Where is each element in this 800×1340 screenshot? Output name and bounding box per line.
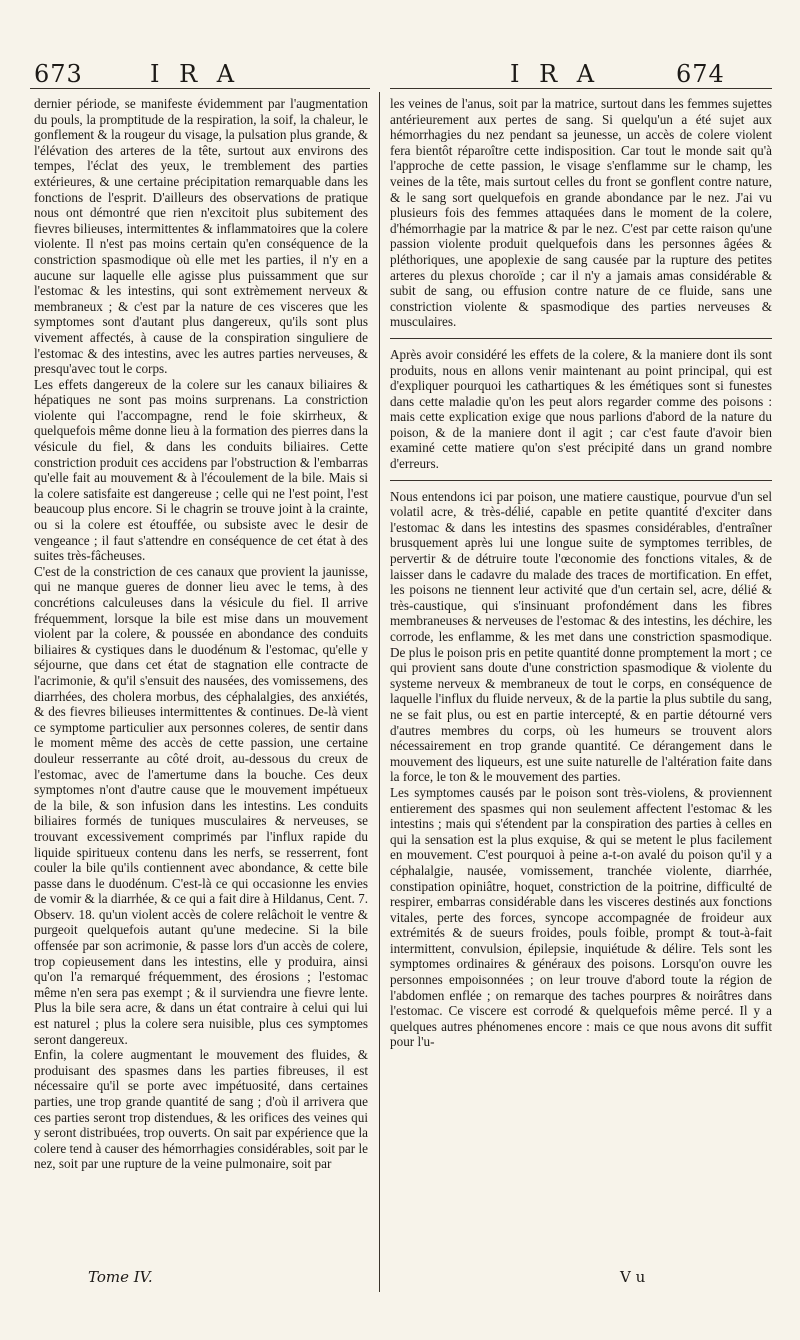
signature-mark: V u [620, 1268, 646, 1286]
paragraph: les veines de l'anus, soit par la matrice, surtout dans les femmes sujettes antérieurement aux pertes de sang. Si quelqu'un a été sujet aux hémorrhagies du nez pendant sa jeunesse, un accès de colere violent fera bientôt réparoître cette indisposition. Car tout le monde sait qu'à l'approche de cette passion, le visage s'enflamme sur le champ, les veines de la tête, mais surtout celles du front se gonflent contre nature, & le sang sort quelquefois en grande abondance par le nez. J'ai vu plusieurs fois des femmes attaquées dans le moment de la colere, d'hémorrhagie par la matrice & par le nez. C'est par cette raison qu'une passion violente produit quelquefois dans les personnes âgées & pléthoriques, une apoplexie de sang causée par la rupture des petites arteres du plexus choroïde ; car il n'y a jamais amas considérable & subit de sang, ou effusion contre nature de ce fluide, sans une constriction violente & spasmodique des parties nerveuses & musculaires. [390, 96, 772, 330]
paragraph: Après avoir considéré les effets de la colere, & la maniere dont ils sont produits, nous en allons venir maintenant au point principal, qui est d'expliquer pourquoi les cathartiques & les émétiques sont si funestes dans cette maladie qu'on les peut alors regarder comme des poisons : mais cette explication exige que nous parlions d'abord de la nature du poison, & de la maniere dont il agit ; car c'est faute d'avoir bien examiné cette matiere qu'on s'est précipité dans un grand nombre d'erreurs. [390, 346, 772, 472]
paragraph: C'est de la constriction de ces canaux que provient la jaunisse, qui ne manque gueres de donner lieu avec le tems, à des concrétions calculeuses dans la vésicule du fiel. Il arrive fréquemment, lorsque la bile est mise dans un mouvement violent par la colere, & poussée en abondance des conduits biliaires & cystiques dans le duodénum & l'estomac, qu'elle y séjourne, que dans cet état de stagnation elle contracte de l'acrimonie, & qu'il s'ensuit des nausées, des vomissemens, des diarrhées, des cholera morbus, des céphalalgies, des anxiétés, & des fievres bilieuses intermittentes & continues. De-là vient ce symptome particulier aux personnes coleres, de sentir dans le moment même des accès de cette passion, une certaine douleur resserrante au côté droit, au-dessous du creux de l'estomac, avec de l'amertume dans la bouche. Ces deux symptomes n'ont d'autre cause que le mouvement impétueux de la bile, & son infusion dans les intestins. Les conduits biliaires formés de tuniques musculaires & nerveuses, se trouvant excessivement comprimés par l'influx rapide du liquide spiritueux contenu dans les nerfs, se resserrent, font couler la bile qu'ils contiennent avec abondance, & cette bile passe dans le duodénum. C'est-là ce qui occasionne les envies de vomir & la diarrhée, & ce qui a fait dire à Hildanus, Cent. 7. Observ. 18. qu'un violent accès de colere relâchoit le ventre & purgeoit quelquefois autant qu'une medecine. Si la bile offensée par son acrimonie, & passe lors d'un accès de colere, trop copieusement dans les intestins, elle y produira, ainsi qu'on l'a remarqué fréquemment, des érosions ; l'estomac même n'en sera pas exempt ; & il surviendra une fievre lente. Plus la bile sera acre, & dans un état contraire à celui qui lui est naturel ; plus la colere sera nuisible, plus ces symptomes seront dangereux. [34, 563, 368, 1047]
running-head-right: I R A [510, 60, 601, 88]
paragraph: dernier période, se manifeste évidemment par l'augmentation du pouls, la promptitude de la respiration, la soif, la chaleur, le gonflement & la rougeur du visage, la pulsation plus grande, & l'élévation des arteres de la tête, surtout aux environs des tempes, l'éclat des yeux, le tremblement des parties extérieures, & une certaine précipitation remarquable dans les fonctions de l'esprit. D'ailleurs des observations de pratique nous ont démontré que rien n'excitoit plus subitement des fievres bilieuses, intermittentes & inflammatoires que la colere violente. Il n'est pas moins certain qu'en conséquence de la constriction spasmodique où elle met les parties, il n'y en a aucune sur laquelle elle agisse plus puissamment que sur l'estomac & les intestins, qui sont extrèmement nerveux & membraneux ; & c'est par la nature de ces visceres que les symptomes sont d'autant plus dangereux, qu'ils sont plus vivement affectés, à cause de la conspiration singuliere de l'estomac & des intestins, avec les autres parties nerveuses, & presqu'avec tout le corps. [34, 96, 368, 377]
running-head-left: I R A [150, 60, 241, 88]
left-column [34, 96, 368, 1172]
section-rule [390, 480, 772, 481]
header-rule-left [30, 88, 370, 89]
right-column [390, 96, 772, 1050]
column-divider [379, 92, 380, 1292]
paragraph: Les symptomes causés par le poison sont très-violens, & proviennent entierement des spasmes qui non seulement affectent l'estomac & les intestins ; mais qui s'étendent par la conspiration des parties à celles en qui la sensation est la plus exquise, & qui se metent le plus facilement en mouvement. C'est pourquoi à peine a-t-on avalé du poison qu'il y a céphalalgie, nausée, vomissement, tranchée violente, diarrhée, constipation opiniâtre, hoquet, constriction de la poitrine, difficulté de respirer, embarras considérable dans les visceres destinés aux fonctions vitales, perte des forces, syncope accompagnée de froideur aux extrémités & de sueurs froides, pouls foible, prompt & tout-à-fait intermittent, convulsion, épilepsie, inquiétude & délire. Tels sont les symptomes ordinaires & généraux des poisons. Lorsqu'on ouvre les personnes empoisonnées ; on leur trouve d'abord toute la région de l'abdomen enflée ; on remarque des taches pourpres & noirâtres dans l'estomac. Ce viscere est corrodé & quelquefois même percé. Il y a quelques autres phénomenes encore : mais ce que nous avons dit suffit pour l'u- [390, 784, 772, 1050]
page-footer [0, 1268, 800, 1298]
paragraph: Enfin, la colere augmentant le mouvement des fluides, & produisant des spasmes dans les parties fibreuses, il est nécessaire qu'il se porte avec impétuosité, dans certaines parties, une trop grande quantité de sang ; d'où il arrivera que ces parties seront trop distendues, & les orifices des veines qui y seront distribuées, trop ouverts. On sait par expérience que la colere tend à causer des hémorrhagies considérables, soit par le nez, soit par une rupture de la veine pulmonaire, soit par [34, 1047, 368, 1172]
section-rule [390, 338, 772, 339]
page-number-right: 674 [676, 60, 725, 88]
paragraph: Nous entendons ici par poison, une matiere caustique, pourvue d'un sel volatil acre, & très-délié, capable en petite quantité d'exciter dans l'estomac & dans les intestins des spasmes considérables, d'entraîner brusquement après lui une longue suite de symptomes terribles, de pervertir & de détruire toute l'œconomie des fonctions vitales, & de laisser dans le cadavre du malade des traces de mortification. En effet, les poisons ne tiennent leur activité que d'un certain sel, acre, délié & très-caustique, qui s'insinuant profondément dans les fibres membraneuses & nerveuses de l'estomac & des intestins, les déchire, les corrode, les enflamme, & les met dans une constriction spasmodique. De plus le poison pris en petite quantité donne promptement la mort ; ce qui provient sans doute d'une constriction spasmodique & violente du systeme nerveux & membraneux de tout le corps, en conséquence de laquelle l'influx du fluide nerveux, & de la partie la plus subtile du sang, ne se fait plus, ou est en partie intercepté, & en partie détourné vers d'autres membres du corps, où les humeurs se trouvent alors nécessairement en trop grande quantité. Ce dérangement dans le mouvement des liqueurs, est une suite naturelle de l'altération faite dans la force, le ton & le mouvement des parties. [390, 488, 772, 785]
page-number-left: 673 [34, 60, 83, 88]
header-rule-right [390, 88, 772, 89]
running-header [0, 60, 800, 100]
tome-label: Tome IV. [88, 1268, 153, 1286]
paragraph: Les effets dangereux de la colere sur les canaux biliaires & hépatiques ne sont pas moins surprenans. La constriction violente qui l'accompagne, rend le foie skirrheux, & quelquefois même donne lieu à la formation des pierres dans la vésicule du fiel, & dans les conduits biliaires. Cette constriction produit ces accidens par l'obstruction & l'embarras qu'elle fait au mouvement & à l'écoulement de la bile. Mais si la colere satisfaite est dangereuse ; celle qui ne l'est point, l'est beaucoup plus encore. Si le chagrin se trouve joint à la crainte, ou si la colere est étouffée, ou subsiste avec le desir de vengeance ; il faut s'attendre en conséquence de cet état à des suites très-fâcheuses. [34, 376, 368, 564]
